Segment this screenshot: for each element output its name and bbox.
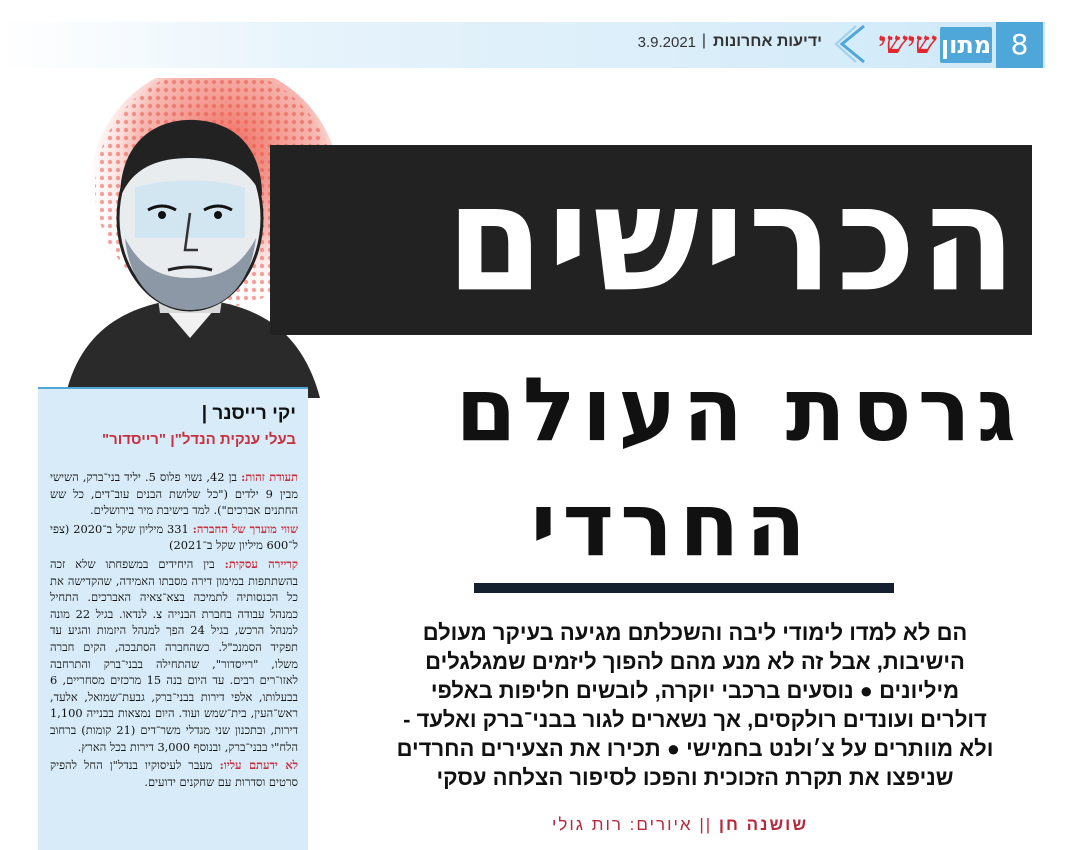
profile-body — [50, 469, 298, 792]
lead-line: ולא מוותרים על צ׳ולנט בחמישי ● תכירו את הצעירים החרדים — [396, 736, 994, 761]
page-number: 8 — [996, 22, 1043, 68]
profile-paragraph — [50, 757, 298, 790]
section-logo-script: שישי — [877, 26, 936, 61]
header-separator: | — [701, 32, 706, 49]
headline-rule — [474, 583, 894, 593]
subheadline-line-2: החרדי — [530, 473, 812, 576]
profile-text: בין היחידים במשפחתו שלא זכה בהשתתפות במימון דירה מסבתו האמידה, שהקדישה את כל הכנסותיה לתמיכה בצא־צאיה האברכים. התחיל כמנהל עבודה בחברת הבנייה צ. לנדאו. בגיל 22 מונה למנהל הרכש, בגיל 24 הפך למנהל היזמות והגיע עד תפקיד הסמנכ"ל. כשהחברה הסתבכה, הקים חברה משלו, "רייסדור", שהתחילה בבני־ברק והתרחבה לאזו־רים רבים. עד היום בנה 15 מרכזים מסחריים, 6 בבעלותו, אלפי דירות בבני־ברק, גבעת־שמואל, אלעד, ראש־העין, בית־שמש ועוד. היום נמצאות בבנייה 1,100 דירות, ובתכנון שני מגדלי משר־דים (21 קומות) ברחוב הלח"י בבני־ברק, ובנוסף 3,000 דירות בכל הארץ. — [50, 556, 298, 754]
issue-date: 3.9.2021 — [637, 34, 696, 51]
profile-text: 331 מיליון שקל ב־2020 (צפי ל־600 מיליון שקל ב־2021) — [50, 521, 298, 553]
profile-text: מעבר לעיסוקיו בנדל"ן החל להפיק סרטים וסדרות עם שחקנים ידועים. — [50, 758, 298, 789]
byline-divider: || — [699, 815, 713, 834]
lead-line: דולרים ועונדים רולקסים, אך נשארים לגור בבני־ברק ואלעד - — [403, 707, 987, 732]
profile-role: בעלי ענקית הנדל"ן "רייסדור" — [102, 431, 296, 448]
profile-key: שווי מוערך של החברה: — [192, 521, 299, 536]
profile-paragraph — [50, 556, 298, 755]
newspaper-name: ידיעות אחרונות — [713, 33, 822, 50]
section-logo-box: מתון — [940, 27, 992, 63]
profile-paragraph — [50, 469, 298, 519]
profile-paragraph — [50, 521, 298, 554]
subheadline-line-1: גרסת העולם — [455, 358, 1022, 461]
lead-line: מיליונים ● נוסעים ברכבי יוקרה, לובשים חליפות באלפי — [430, 678, 960, 703]
lead-line: הישיבות, אבל זה לא מנע מהם להפוך ליזמים שמגלגלים — [425, 649, 965, 674]
byline — [470, 815, 890, 835]
lead-line: שניפצו את תקרת הזכוכית והפכו לסיפור הצלחה עסקי — [436, 765, 954, 790]
profile-key: קריירה עסקית: — [224, 556, 298, 571]
profile-key: תעודת זהות: — [241, 470, 298, 484]
profile-sidebar — [38, 387, 308, 850]
profile-text: בן 42, נשוי פלוס 5. יליד בני־ברק, השישי מבין 9 ילדים ("כל שלושת הבנים עוב־דים, כל שש החתנים אברכים"). למד בישיבת מיר בירושלים. — [50, 470, 298, 518]
chevron-icon — [834, 24, 870, 64]
profile-key: לא ידעתם עליו: — [219, 758, 298, 773]
main-headline: הכרישים — [446, 153, 1020, 326]
profile-name: יקי רייסנר | — [201, 403, 296, 424]
illustrator-credit: איורים: רות גולי — [551, 815, 693, 834]
author-name: שושנה חן — [718, 815, 809, 834]
lead-paragraph — [360, 618, 1030, 792]
lead-line: הם לא למדו לימודי ליבה והשכלתם מגיעה בעיקר מעולם — [422, 620, 968, 645]
